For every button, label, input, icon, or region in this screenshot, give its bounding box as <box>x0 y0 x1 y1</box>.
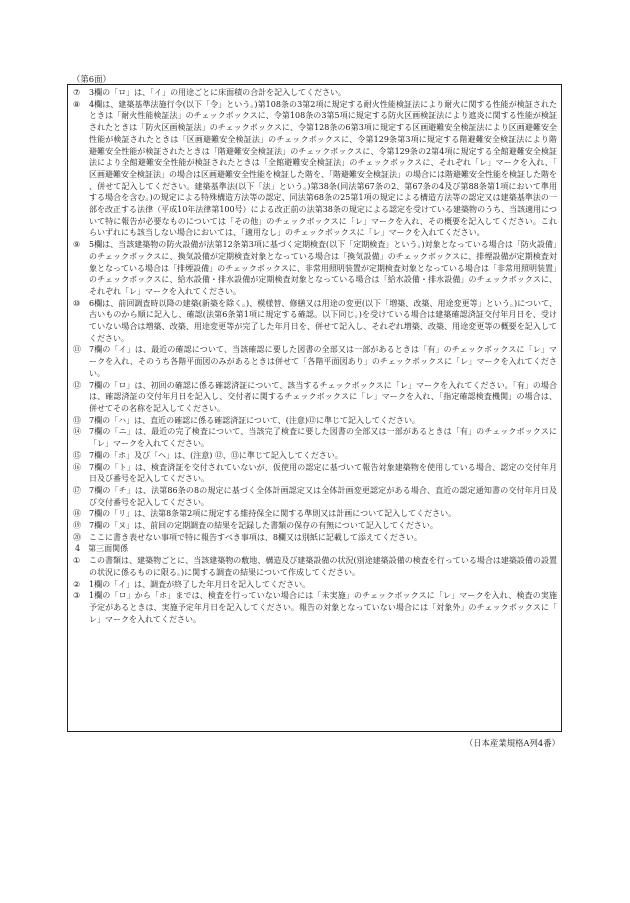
note-number: ⑰ <box>73 485 81 495</box>
note-text: 7欄の「ト」は、検査済証を交付されていないが、仮使用の認定に基づいて報告対象建築物を使用している場合、認定の交付年月日及び番号を記入してください。 <box>89 462 557 484</box>
note-item <box>73 450 557 462</box>
note-number: ② <box>73 579 81 589</box>
note-text: 7欄の「リ」は、法第8条第2項に規定する維持保全に関する準則又は計画について記入してください。 <box>89 509 457 519</box>
note-number: ⑲ <box>73 521 81 531</box>
note-text: 4欄は、建築基準法施行令(以下「令」という。)第108条の3第2項に規定する耐火性能検証法により耐火に関する性能が検証されたときは「耐火性能検証法」のチェックボックスに、令第108条の3第5項に規定する防火区画検証法により遮炎に関する性能が検証されたときは「防火区画検証法」のチェックボックスに、令第128条の6第3項に規定する区画避難安全検証法により区画避難安全性能が検証されたときは「区画避難安全検証法」のチェックボックスに、令第129条第3項に規定する階避難安全検証法により階避難安全性能が検証されたときは「階避難安全検証法」のチェックボックスに、令第129条の2第4項に規定する全館避難安全検証法により全館避難安全性能が検証されたときは「全館避難安全検証法」のチェックボックスに、それぞれ「レ」マークを入れ、「区画避難安全検証法」の場合は区画避難安全性能を検証した階を、「階避難安全検証法」の場合には階避難安全性能を検証した階を、併せて記入してください。建築基準法(以下「法」という。)第38条(同法第67条の2、第67条の4及び第88条第1項において準用する場合を含む。)の規定による特殊構造方法等の認定、同法第68条の25第1項の規定による構造方法等の認定又は建築基準法の一部を改正する法律（平成10年法律第100号）による改正前の法第38条の規定による認定を受けている建築物のうち、当該適用について特に報告が必要なものについては「その他」のチェックボックスに「レ」マークを入れ、その概要を記入してください。これらいずれにも該当しない場合においては、「適用なし」のチェックボックスに「レ」マークを入れてください。 <box>89 99 557 238</box>
paper-size-note: （日本産業規格A列4番） <box>464 738 560 748</box>
note-text: 7欄の「ハ」は、直近の確認に係る確認済証について、(注意)⑫に準じて記入してください。 <box>89 415 421 425</box>
note-text: 7欄の「ヌ」は、前回の定期調査の結果を記録した書類の保存の有無について記入してください。 <box>89 521 438 531</box>
note-text: この書類は、建築物ごとに、当該建築物の敷地、構造及び建築設備の状況(別途建築設備の検査を行っている場合は建築設備の設置の状況に係るものに限る。)に関する調査の結果について作成してください。 <box>89 556 557 577</box>
note-text: 7欄の「イ」は、最近の確認について、当該確認に要した図書の全部又は一部があるときは「有」のチェックボックスに「レ」マークを入れ、そのうち各階平面図のみがあるときは併せて「各階平面図あり」のチェックボックスに「レ」マークを入れてください。 <box>89 345 557 378</box>
note-text: 3欄の「ロ」は、「イ」の用途ごとに床面積の合計を記入してください。 <box>89 88 347 97</box>
note-text: 7欄の「ニ」は、最近の完了検査について、当該完了検査に要した図書の全部又は一部があるときは「有」のチェックボックスに「レ」マークを入れてください。 <box>89 427 557 449</box>
note-item <box>73 426 557 449</box>
note-text: 7欄の「ロ」は、初回の確認に係る確認済証について、該当するチェックボックスに「レ」マークを入れてください。「有」の場合は、確認済証の交付年月日を記入し、交付者に関するチェックボックスに「レ」マークを入れ、「指定確認検査機関」の場合は、併せてその名称を記入してください。 <box>89 380 557 413</box>
note-text: 7欄の「チ」は、法第86条の8の規定に基づく全体計画認定又は全体計画変更認定がある場合、直近の認定通知書の交付年月日及び交付番号を記入してください。 <box>89 485 557 507</box>
note-text: 5欄は、当該建築物の防火設備が法第12条第3項に基づく定期検査(以下「定期検査」という。)対象となっている場合は「防火設備」のチェックボックスに、換気設備が定期検査対象となっている場合は「換気設備」のチェックボックスに、排煙設備が定期検査対象となっている場合は「排煙設備」のチェックボックスに、非常用照明装置が定期検査対象となっている場合は「非常用照明装置」のチェックボックスに、給水設備・排水設備が定期検査対象となっている場合は「給水設備・排水設備」のチェックボックスに、それぞれ「レ」マークを入れてください。 <box>89 240 557 296</box>
note-number: ⑦ <box>73 88 81 97</box>
note-item <box>73 579 557 591</box>
note-text: 7欄の「ホ」及び「ヘ」は、(注意) ⑫、⑬に準じて記入してください。 <box>89 450 343 460</box>
note-item <box>73 555 557 578</box>
note-item <box>73 508 557 520</box>
note-number: ⑧ <box>73 99 81 109</box>
note-number: ⑩ <box>73 298 81 308</box>
note-number: ⑭ <box>73 427 81 437</box>
note-item <box>73 485 557 508</box>
note-number: ⑮ <box>73 450 81 460</box>
note-item <box>73 520 557 532</box>
notes-content <box>73 87 557 625</box>
note-number: ⑯ <box>73 462 81 472</box>
note-item <box>73 239 557 298</box>
note-text: ここに書き表せない事項で特に報告すべき事項は、8欄又は別紙に記載して添えてください。 <box>89 532 422 542</box>
note-number: ⑫ <box>73 380 81 390</box>
note-number: ⑬ <box>73 415 81 425</box>
note-number: ⑳ <box>73 532 81 542</box>
note-number: ⑨ <box>73 240 81 250</box>
note-item <box>73 532 557 544</box>
page-number-label: （第6面） <box>72 74 111 84</box>
note-item <box>73 462 557 485</box>
note-item <box>73 298 557 345</box>
note-item <box>73 87 557 99</box>
note-number: ③ <box>73 591 81 601</box>
note-text: 1欄の「イ」は、調査が終了した年月日を記入してください。 <box>89 579 311 589</box>
note-text: 6欄は、前回調査時以降の建築(新築を除く。)、模様替、修繕又は用途の変更(以下「増築、改築、用途変更等」という。)について、古いものから順に記入し、確認(法第6条第1項に規定する確認。以下同じ。)を受けている場合は建築確認済証交付年月日を、受けていない場合は増築、改築、用途変更等が完了した年月日を、併せて記入し、それぞれ増築、改築、用途変更等の概要を記入してください。 <box>89 298 557 343</box>
note-item <box>73 99 557 239</box>
note-number: ⑱ <box>73 509 81 519</box>
note-item <box>73 415 557 427</box>
note-item <box>73 590 557 625</box>
note-item <box>73 344 557 379</box>
note-text: 1欄の「ロ」から「ホ」までは、検査を行っていない場合には「未実施」のチェックボックスに「レ」マークを入れ、検査の実施予定があるときは、実施予定年月日を記入してください。報告の対象となっていない場合には「対象外」のチェックボックスに「レ」マークを入れてください。 <box>89 591 557 624</box>
section-heading: 4 第三面関係 <box>75 544 129 554</box>
note-number: ① <box>73 556 81 566</box>
note-item <box>73 380 557 415</box>
note-number: ⑪ <box>73 345 81 355</box>
notes-frame <box>67 84 562 732</box>
